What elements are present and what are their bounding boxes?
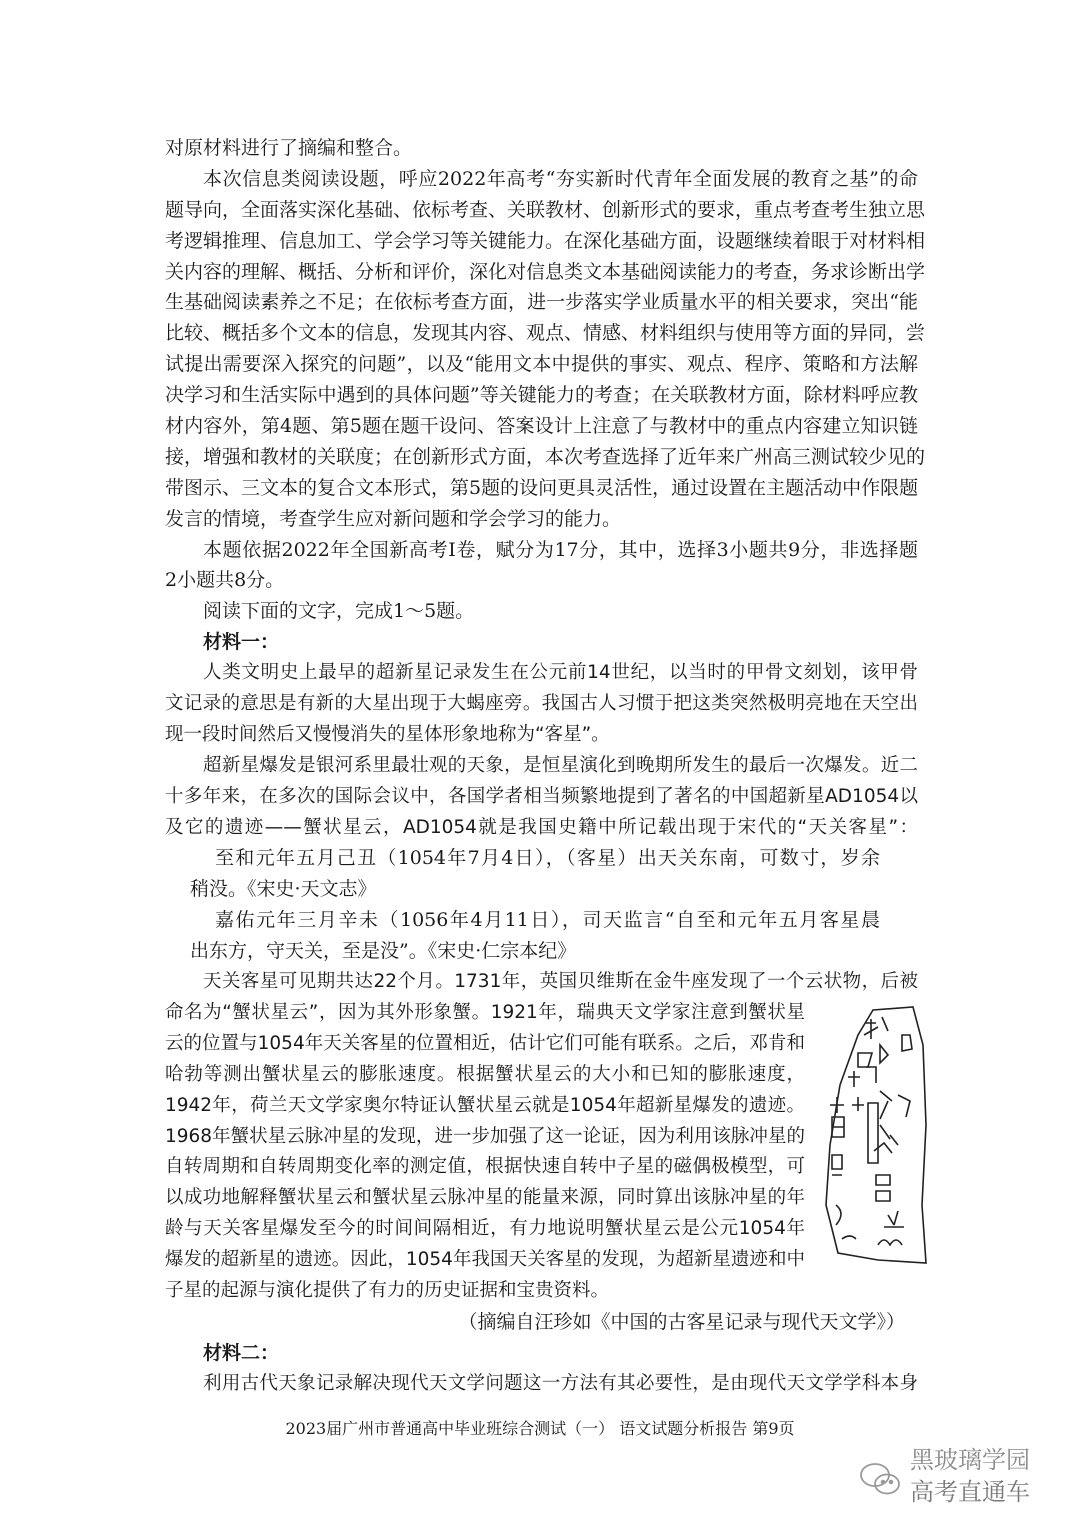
text-line: 比较、概括多个文本的信息，发现其内容、观点、情感、材料组织与使用等方面的异同，尝 [165, 322, 926, 345]
text-line: 决学习和生活实际中遇到的具体问题”等关键能力的考查；在关联教材方面，除材料呼应教 [165, 384, 918, 407]
text-line: 云的位置与1054年天关客星的位置相近，估计它们可能有联系。之后，邓肯和 [165, 1032, 805, 1054]
text-line: 十多年来，在多次的国际会议中，各国学者相当频繁地提到了著名的中国超新星AD1054以 [165, 785, 918, 807]
text-line: 材内容外，第4题、第5题在题干设问、答案设计上注意了与教材中的重点内容建立知识链 [165, 415, 918, 438]
text-line: 天关客星可见期共达22个月。1731年，英国贝维斯在金牛座发现了一个云状物，后被 [203, 971, 918, 993]
text-line: 命名为“蟹状星云”，因为其外形象蟹。1921年，瑞典天文学家注意到蟹状星 [165, 1001, 805, 1023]
text-line: 龄与天关客星爆发至今的时间间隔相近，有力地说明蟹状星云是公元1054年 [165, 1218, 805, 1240]
text-line: 利用古代天象记录解决现代天文学问题这一方法有其必要性，是由现代天文学学科本身 [203, 1372, 918, 1394]
oracle-bone-inscription-image [818, 1005, 928, 1267]
text-line: 考逻辑推理、信息加工、学会学习等关键能力。在深化基础方面，设题继续着眼于对材料相 [165, 229, 926, 252]
document-body [165, 133, 926, 1400]
text-line: 试提出需要深入探究的问题”，以及“能用文本中提供的事实、观点、程序、策略和方法解 [165, 353, 918, 376]
text-line: 子星的起源与演化提供了有力的历史证据和宝贵资料。 [165, 1279, 610, 1301]
text-line: 人类文明史上最早的超新星记录发生在公元前14世纪，以当时的甲骨文刻划，该甲骨 [203, 662, 918, 684]
text-line: 以成功地解释蟹状星云和蟹状星云脉冲星的能量来源，同时算出该脉冲星的年 [165, 1187, 805, 1209]
text-line: 接，增强和教材的关联度；在创新形式方面，本次考查选择了近年来广州高三测试较少见的 [165, 445, 926, 468]
text-line: 现一段时间然后又慢慢消失的星体形象地称为“客星”。 [165, 723, 610, 745]
watermark-text-2: 高考直通车 [910, 1478, 1030, 1506]
text-line: 对原材料进行了摘编和整合。 [165, 137, 413, 159]
text-line: 生基础阅读素养之不足；在依标考查方面，进一步落实学业质量水平的相关要求，突出“能 [165, 291, 918, 314]
text-line: 题导向，全面落实深化基础、依标考查、关联教材、创新形式的要求，重点考查考生独立思 [165, 198, 926, 221]
text-line: 带图示、三文本的复合文本形式，第5题的设问更具灵活性，通过设置在主题活动中作限题 [165, 476, 919, 499]
text-line: 阅读下面的文字，完成1～5题。 [203, 600, 475, 623]
text-line: 自转周期和自转周期变化率的测定值，根据快速自转中子星的磁偶极模型，可 [165, 1156, 805, 1178]
text-line: 哈勃等测出蟹状星云的膨胀速度。根据蟹状星云的大小和已知的膨胀速度， [165, 1063, 805, 1085]
quote-line: 出东方，守天关，至是没”。《宋史·仁宗本纪》 [190, 940, 577, 963]
text-line: 超新星爆发是银河系里最壮观的天象，是恒星演化到晚期所发生的最后一次爆发。近二 [203, 754, 918, 776]
text-line: 发言的情境，考查学生应对新问题和学会学习的能力。 [165, 507, 622, 530]
text-line: 本次信息类阅读设题，呼应2022年高考“夯实新时代青年全面发展的教育之基”的命 [203, 167, 918, 190]
watermark [858, 1446, 1073, 1516]
text-line: 2小题共8分。 [165, 569, 285, 592]
quote-line: 至和元年五月己丑（1054年7月4日），（客星）出天关东南，可数寸，岁余 [215, 847, 880, 870]
quote-line: 嘉佑元年三月辛未（1056年4月11日），司天监言“自至和元年五月客星晨 [215, 909, 880, 932]
page-footer: 2023届广州市普通高中毕业班综合测试（一） 语文试题分析报告 第9页 [285, 1419, 795, 1438]
text-line: 爆发的超新星的遗迹。因此，1054年我国天关客星的发现，为超新星遗迹和中 [165, 1249, 805, 1271]
text-line: 1968年蟹状星云脉冲星的发现，进一步加强了这一论证，因为利用该脉冲星的 [165, 1125, 805, 1147]
text-line: 文记录的意思是有新的大星出现于大蝎座旁。我国古人习惯于把这类突然极明亮地在天空出 [165, 693, 918, 715]
source-citation: （摘编自汪珍如《中国的古客星记录与现代天文学》） [458, 1310, 905, 1333]
quote-line: 稍没。《宋史·天文志》 [190, 878, 377, 901]
text-line: 本题依据2022年全国新高考I卷，赋分为17分，其中，选择3小题共9分，非选择题 [203, 538, 918, 561]
text-line: 及它的遗迹——蟹状星云，AD1054就是我国史籍中所记载出现于宋代的“天关客星”： [165, 816, 918, 838]
text-line: 1942年，荷兰天文学家奥尔特证认蟹状星云就是1054年超新星爆发的遗迹。 [165, 1094, 805, 1116]
text-line: 关内容的理解、概括、分析和评价，深化对信息类文本基础阅读能力的考查，务求诊断出学 [165, 260, 926, 283]
watermark-text-1: 黑玻璃学园 [910, 1446, 1030, 1474]
section-heading-material-1: 材料一： [203, 631, 280, 654]
wechat-icon [858, 1460, 904, 1500]
section-heading-material-2: 材料二： [203, 1341, 280, 1364]
